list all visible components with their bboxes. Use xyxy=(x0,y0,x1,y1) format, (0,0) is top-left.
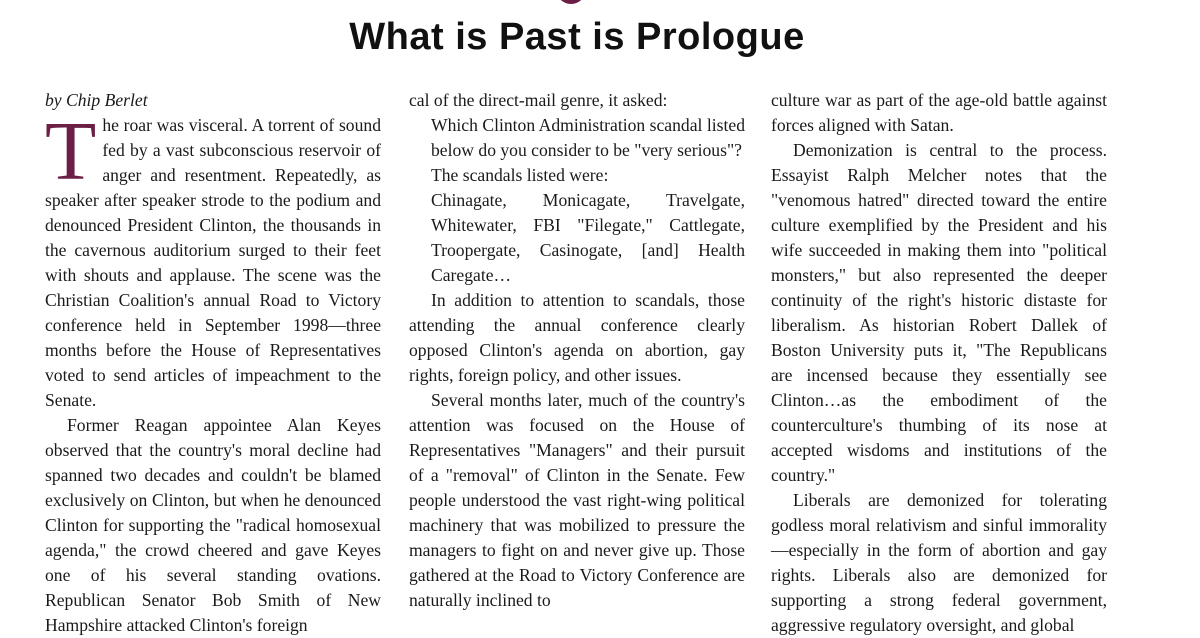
title-fragment xyxy=(556,0,586,4)
paragraph: culture war as part of the age-old battle against forces aligned with Satan. xyxy=(771,90,1107,135)
block-quote-text: Which Clinton Administration scandal listed below do you consider to be "very serious"? xyxy=(431,115,745,160)
lead-paragraph-text: he roar was visceral. A torrent of sound fed by a vast subconscious reservoir of anger and resentment. Repeatedly, as speaker after speaker strode to the podium and denounced President Clinton, the thousands in the cavernous auditorium surged to their feet with shouts and applause. The scene was the Christian Coalition's annual Road to Victory conference held in September 1998—three months before the House of Representatives voted to send articles of impeachment to the Senate. xyxy=(45,115,381,410)
paragraph: Demonization is central to the process. Essayist Ralph Melcher notes that the "venomous hatred" directed toward the entire culture exemplified by the President and his wife succeeded in making them into "political monsters," but also represented the deeper continuity of the right's historic distaste for liberalism. As historian Robert Dallek of Boston University puts it, "The Republicans are incensed because they essentially see Clinton…as the embodiment of the counterculture's thumbing of its nose at accepted wisdoms and institutions of the country." xyxy=(771,140,1107,485)
byline: by Chip Berlet xyxy=(45,90,148,110)
article-column-2 xyxy=(409,88,745,613)
block-quote: Chinagate, Monicagate, Travelgate, Whitewater, FBI "Filegate," Cattlegate, Troopergate, Casinogate, [and] Health Caregate… xyxy=(431,190,745,285)
paragraph: Former Reagan appointee Alan Keyes observed that the country's moral decline had spanned two decades and couldn't be blamed exclusively on Clinton, but when he denounced Clinton for supporting the "radical homosexual agenda," the crowd cheered and gave Keyes one of his several standing ovations. Republican Senator Bob Smith of New Hampshire attacked Clinton's foreign xyxy=(45,415,381,635)
paragraph: The scandals listed were: xyxy=(431,165,609,185)
paragraph: Several months later, much of the country's attention was focused on the House of Representatives "Managers" and their pursuit of a "removal" of Clinton in the Senate. Few people understood the vast right-wing political machinery that was mobilized to pressure the managers to fight on and never give up. Those gathered at the Road to Victory Conference are naturally inclined to xyxy=(409,390,745,610)
article-column-1 xyxy=(45,88,381,638)
lead-paragraph xyxy=(45,105,381,413)
drop-cap: T xyxy=(45,105,97,198)
article-column-3 xyxy=(771,88,1107,638)
paragraph: Liberals are demonized for tolerating godless moral relativism and sinful immorality—especially in the form of abortion and gay rights. Liberals also are demonized for supporting a strong federal government, aggressive regulatory oversight, and global xyxy=(771,490,1107,635)
block-quote xyxy=(431,113,745,163)
paragraph: cal of the direct-mail genre, it asked: xyxy=(409,90,668,110)
article-title: What is Past is Prologue xyxy=(349,16,805,58)
paragraph: In addition to attention to scandals, those attending the annual conference clearly opposed Clinton's agenda on abortion, gay rights, foreign policy, and other issues. xyxy=(409,290,745,385)
